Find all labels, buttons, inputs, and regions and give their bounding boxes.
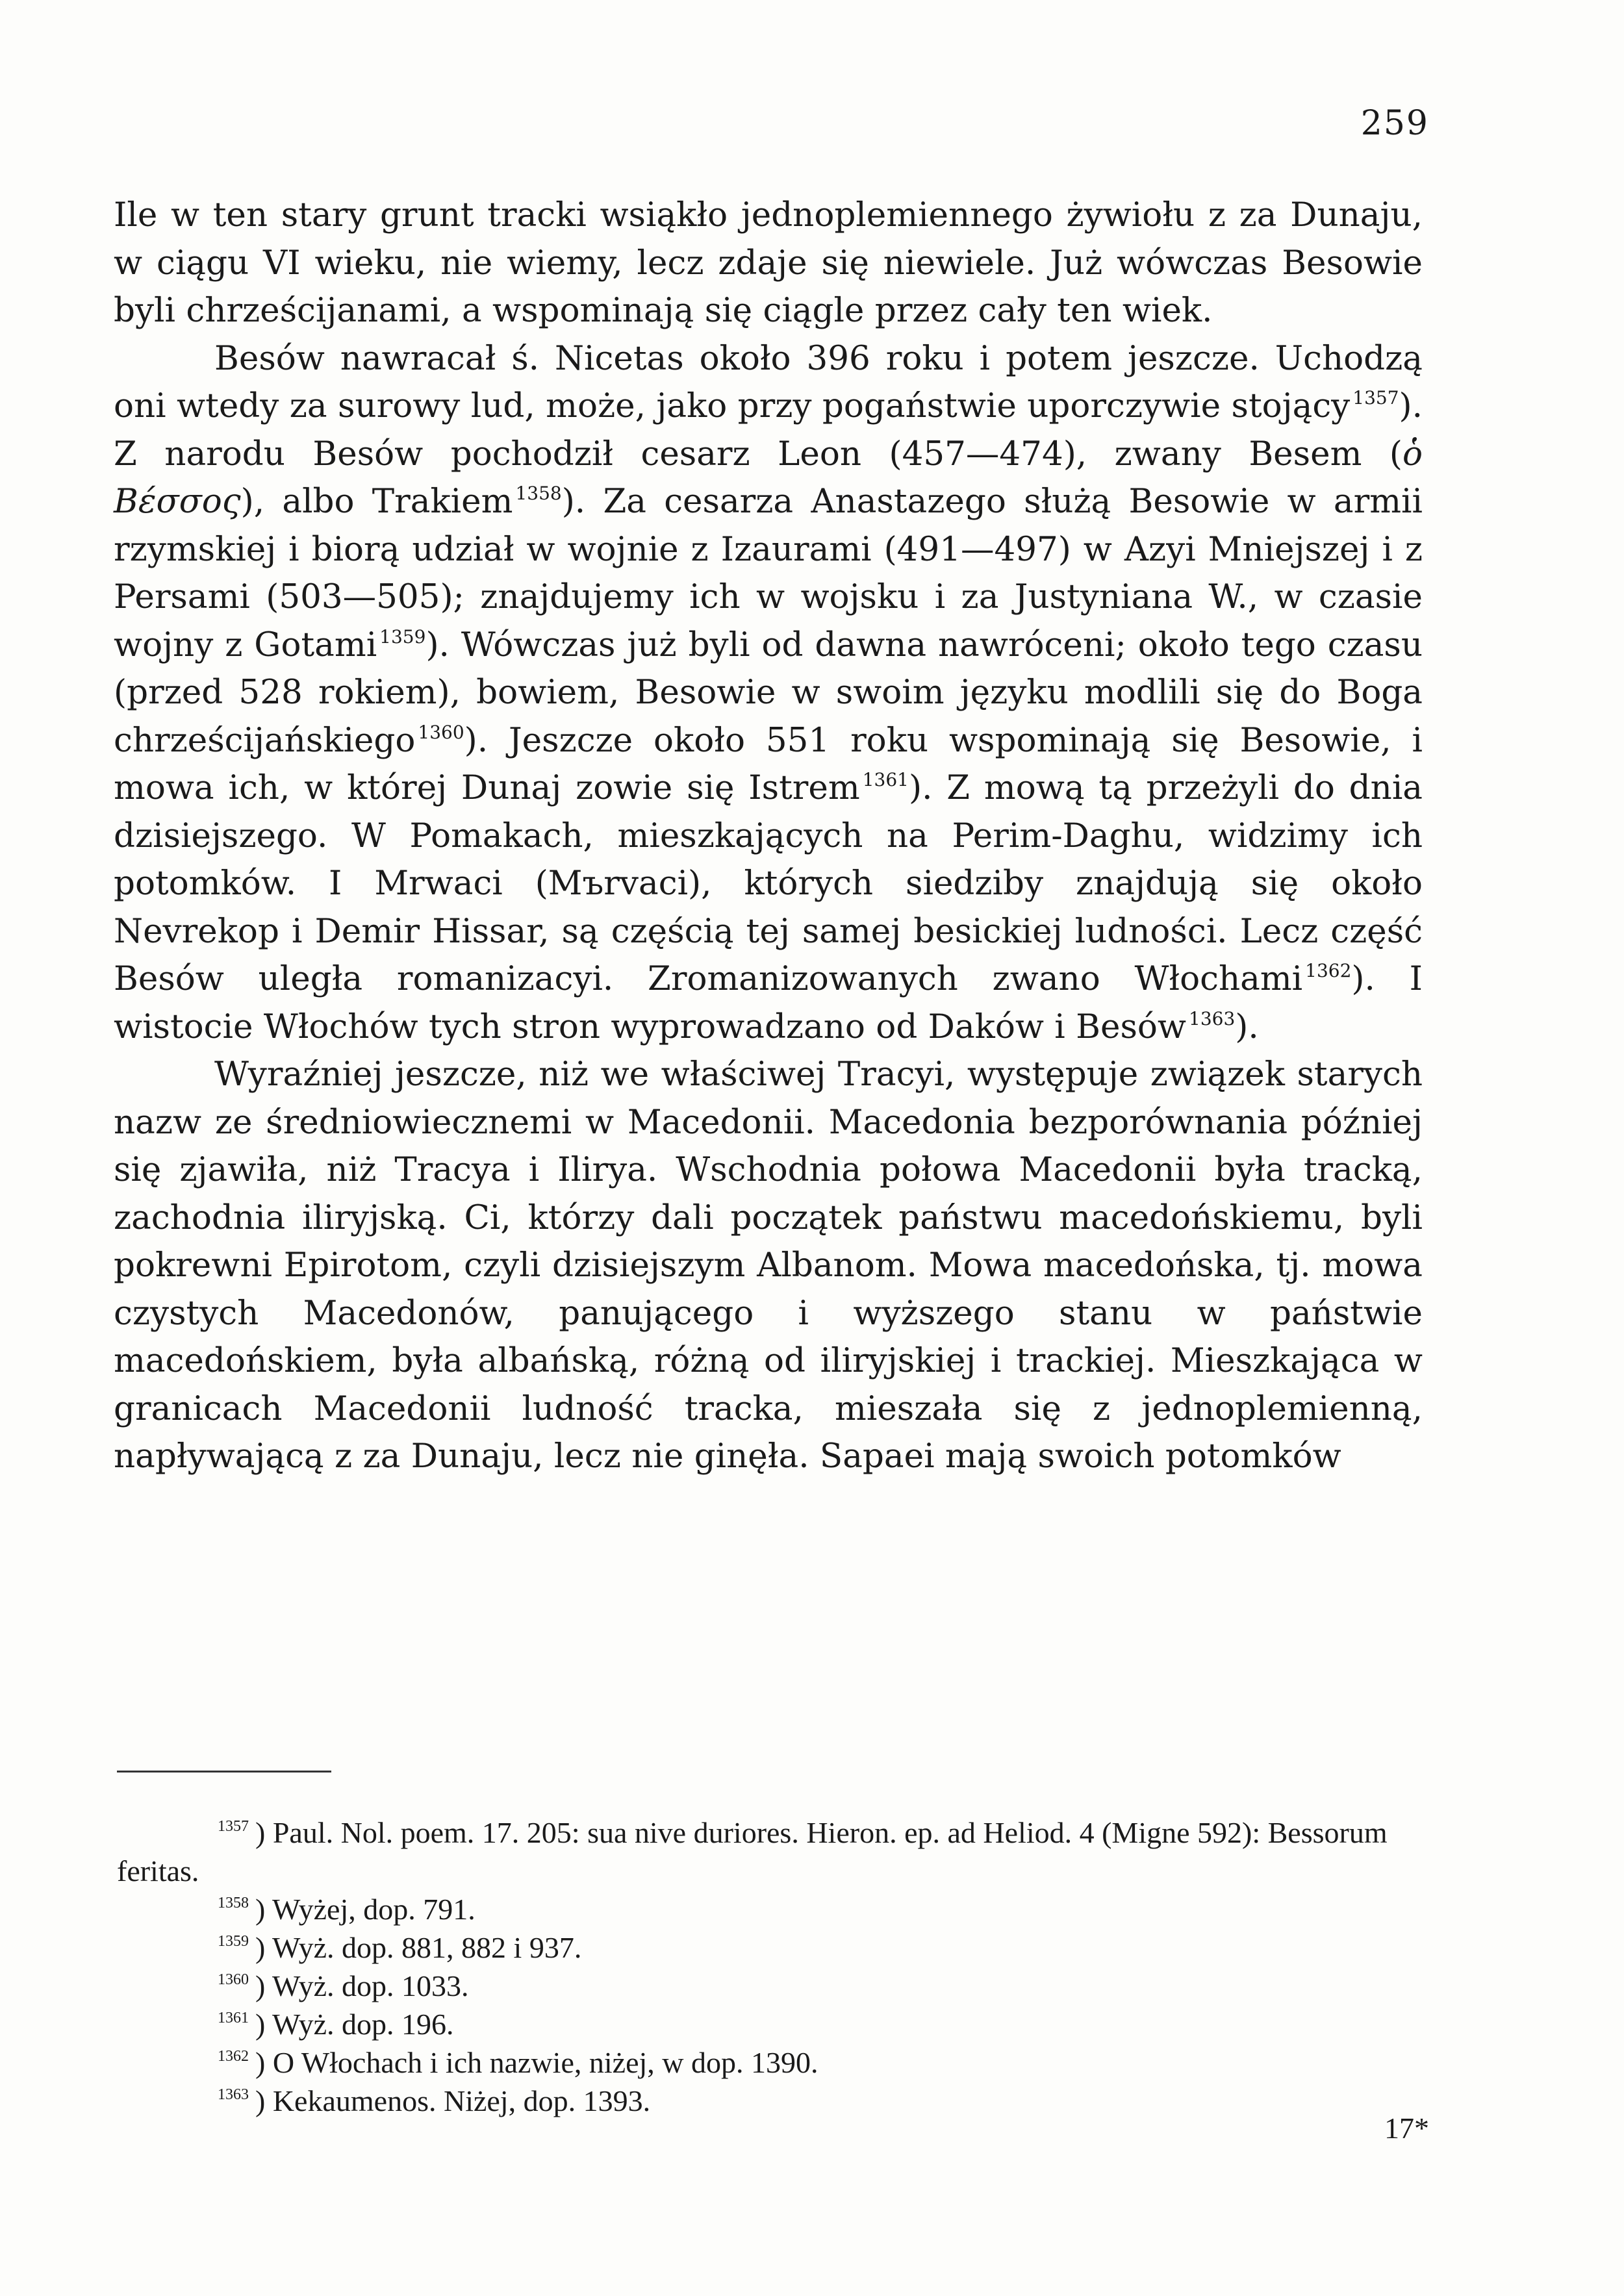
footnote-text: ) Wyżej, dop. 791. — [255, 1893, 476, 1926]
footnote-number: 1359 — [218, 1933, 249, 1950]
footnote-number: 1363 — [218, 2086, 249, 2103]
footnote — [117, 2082, 1436, 2120]
text-segment: ). Z mową tą przeżyli do dnia dzisiejszego. W Pomakach, mieszkających na Perim-Daghu, widzimy ich potomków. I Mrwaci (Mъrvaci), których siedziby znajdują się około Nevrekop i Demir Hissar, są częścią tej samej besickiej ludności. Lecz część Besów uległa romanizacyi. Zromanizowanych zwano Włochami — [114, 768, 1423, 998]
printer-signature: 17* — [1384, 2112, 1429, 2145]
footnote-text: ) Wyż. dop. 1033. — [255, 1969, 469, 2002]
footnote — [117, 1890, 1436, 1928]
text-segment: Besów nawracał ś. Nicetas około 396 roku i potem jeszcze. Uchodzą oni wtedy za surowy lud, może, jako przy pogaństwie uporczywie stojący — [114, 338, 1423, 425]
footnote-ref: 1360 — [418, 721, 464, 743]
footnote-text: ) Wyż. dop. 196. — [255, 2008, 454, 2041]
paragraph — [114, 335, 1423, 1052]
footnote-number: 1357 — [218, 1818, 249, 1835]
footnote — [117, 1928, 1436, 1967]
main-text — [114, 192, 1423, 1481]
footnote-text: ) Wyż. dop. 881, 882 i 937. — [255, 1931, 582, 1964]
footnote-ref: 1363 — [1189, 1007, 1236, 1029]
text-segment: ). Za cesarza Anastazego służą Besowie w armii rzymskiej i biorą udział w wojnie z Izaurami (491—497) w Azyi Mniejszej i z Persami (503—505); znajdujemy ich w wojsku i za Justyniana W., w czasie wojny z Gotami — [114, 482, 1423, 664]
text-segment: ), albo Trakiem — [240, 482, 513, 521]
footnote — [117, 1967, 1436, 2005]
footnote-ref: 1358 — [515, 483, 562, 504]
text-segment: ). — [1235, 1007, 1259, 1046]
text-segment: Ile w ten stary grunt tracki wsiąkło jednoplemiennego żywiołu z za Dunaju, w ciągu VI wieku, nie wiemy, lecz zdaje się niewiele. Już wówczas Besowie byli chrześcijanami, a wspominają się ciągle przez cały ten wiek. — [114, 196, 1423, 330]
footnote-number: 1361 — [218, 2010, 249, 2026]
footnote-number: 1362 — [218, 2048, 249, 2065]
footnote-ref: 1359 — [379, 625, 426, 648]
text-segment: ). Jeszcze około 551 roku wspominają się Besowie, i mowa ich, w której Dunaj zowie się Istrem — [114, 720, 1423, 807]
paragraph — [114, 1051, 1423, 1481]
footnote — [117, 2043, 1436, 2082]
text-segment: Wyraźniej jeszcze, niż we właściwej Tracyi, występuje związek starych nazw ze średniowiecznemi w Macedonii. Macedonia bezporównania później się zjawiła, niż Tracya i Ilirya. Wschodnia połowa Macedonii była tracką, zachodnia iliryjską. Ci, którzy dali początek państwu macedońskiemu, byli pokrewni Epirotom, czyli dzisiejszym Albanom. Mowa macedońska, tj. mowa czystych Macedonów, panującego i wyższego stanu w państwie macedońskiem, była albańską, różną od iliryjskiej i trackiej. Mieszkająca w granicach Macedonii ludność tracka, mieszała się z jednoplemienną, napływającą z za Dunaju, lecz nie ginęła. Sapaei mają swoich potomków — [114, 1055, 1423, 1476]
page-number: 259 — [1360, 104, 1429, 143]
footnote-text: ) O Włochach i ich nazwie, niżej, w dop. 1390. — [255, 2046, 818, 2079]
footnote — [117, 1813, 1436, 1890]
footnote-ref: 1361 — [862, 769, 909, 790]
footnote-number: 1360 — [218, 1971, 249, 1988]
text-segment: ). Wówczas już byli od dawna nawróceni; około tego czasu (przed 528 rokiem), bowiem, Besowie w swoim języku modlili się do Boga chrześcijańskiego — [114, 625, 1423, 760]
greek-term: ὁ Βέσσος — [114, 434, 1423, 521]
text-segment: ). Z narodu Besów pochodził cesarz Leon (457—474), zwany Besem ( — [114, 386, 1423, 473]
footnote-ref: 1362 — [1305, 960, 1352, 981]
footnote-text: ) Paul. Nol. poem. 17. 205: sua nive duriores. Hieron. ep. ad Heliod. 4 (Migne 592): Bessorum feritas. — [117, 1816, 1388, 1887]
footnote-number: 1358 — [218, 1895, 249, 1911]
footnote-ref: 1357 — [1352, 387, 1399, 409]
text-segment: ). I wistocie Włochów tych stron wyprowadzano od Daków i Besów — [114, 959, 1423, 1046]
footnote — [117, 2005, 1436, 2043]
footnote-text: ) Kekaumenos. Niżej, dop. 1393. — [255, 2084, 651, 2117]
paragraph — [114, 192, 1423, 335]
footnote-divider — [117, 1771, 331, 1772]
footnotes — [117, 1813, 1436, 2120]
